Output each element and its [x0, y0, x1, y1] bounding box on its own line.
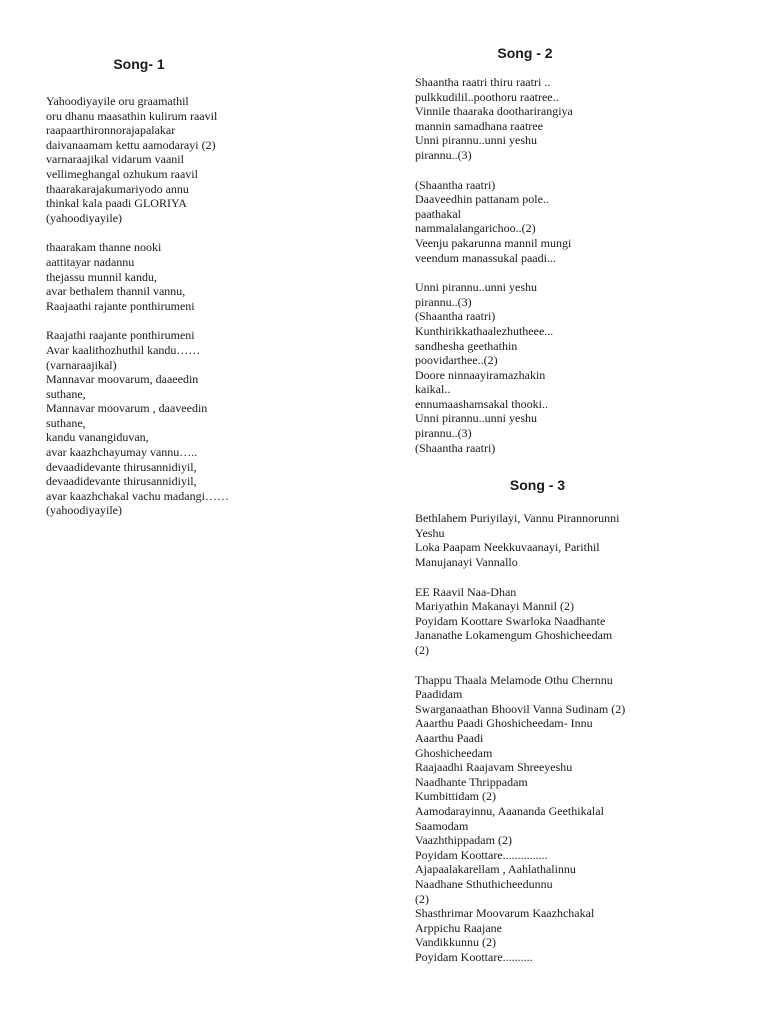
lyric-line: Unni pirannu..unni yeshu — [415, 411, 537, 426]
lyric-line: Avar kaalithozhuthil kandu…… — [46, 342, 201, 357]
lyric-line: Manujanayi Vannallo — [415, 555, 518, 570]
lyric-line: avar kaazhchayumay vannu….. — [46, 445, 198, 460]
stanza — [46, 328, 376, 518]
lyric-line: Aaarthu Paadi Ghoshicheedam- Innu — [415, 716, 593, 731]
lyric-line: Mariyathin Makanayi Mannil (2) — [415, 599, 574, 614]
song-3-body — [415, 511, 745, 964]
song-1-body — [46, 94, 376, 518]
lyric-line: pirannu..(3) — [415, 147, 472, 162]
lyric-line: Doore ninnaayiramazhakin — [415, 367, 546, 382]
lyric-line: devaadidevante thirusannidiyil, — [46, 459, 197, 474]
lyric-line: (Shaantha raatri) — [415, 177, 496, 192]
lyric-line: suthane, — [46, 415, 86, 430]
lyric-line: Vandikkunnu (2) — [415, 935, 496, 950]
lyric-line: varnaraajikal vidarum vaanil — [46, 152, 184, 167]
lyric-line: ennumaashamsakal thooki.. — [415, 396, 548, 411]
lyric-line: Poyidam Koottare Swarloka Naadhante — [415, 613, 606, 628]
lyric-line: veendum manassukal paadi... — [415, 250, 556, 265]
lyric-line: Mannavar moovarum, daaeedin — [46, 372, 199, 387]
lyric-line: devaadidevante thirusannidiyil, — [46, 474, 197, 489]
lyric-line: kandu vanangiduvan, — [46, 430, 149, 445]
stanza — [415, 673, 745, 965]
lyric-line: sandhesha geethathin — [415, 338, 518, 353]
lyric-line: Yahoodiyayile oru graamathil — [46, 94, 189, 108]
lyric-line: vellimeghangal ozhukum raavil — [46, 166, 198, 181]
stanza — [415, 75, 745, 163]
lyric-line: (yahoodiyayile) — [46, 210, 122, 225]
lyric-line: Jananathe Lokamengum Ghoshicheedam — [415, 628, 613, 643]
song-3-title: Song - 3 — [509, 477, 566, 494]
lyric-line: thaarakarajakumariyodo annu — [46, 181, 189, 196]
song-2-title: Song - 2 — [497, 45, 553, 61]
song-2-body — [415, 75, 745, 455]
song-1-title: Song- 1 — [113, 56, 165, 72]
lyric-line: Raajaadhi Raajavam Shreeyeshu — [415, 760, 573, 775]
lyric-line: thaarakam thanne nooki — [46, 240, 162, 255]
lyric-line: Thappu Thaala Melamode Othu Chernnu — [415, 672, 613, 687]
lyric-line: Bethlahem Puriyilayi, Vannu Pirannorunni — [415, 511, 620, 526]
lyric-line: Swarganaathan Bhoovil Vanna Sudinam (2) — [415, 701, 626, 716]
lyric-line: Raajathi raajante ponthirumeni — [46, 328, 195, 343]
stanza — [415, 511, 745, 569]
lyric-line: thinkal kala paadi GLORIYA — [46, 196, 187, 211]
song-1-column — [46, 56, 376, 533]
lyric-line: (2) — [415, 643, 429, 657]
lyric-line: suthane, — [46, 386, 86, 401]
lyric-line: kaikal.. — [415, 382, 451, 397]
lyric-line: Aaarthu Paadi — [415, 730, 484, 745]
lyric-line: poovidarthee..(2) — [415, 353, 498, 368]
lyric-line: pirannu..(3) — [415, 294, 472, 309]
lyric-line: Ghoshicheedam — [415, 745, 493, 760]
lyric-line: daivanaamam kettu aamodarayi (2) — [46, 137, 216, 152]
lyric-line: (Shaantha raatri) — [415, 309, 496, 324]
lyric-line: raapaarthironnorajapalakar — [46, 123, 176, 138]
lyric-line: Raajaathi rajante ponthirumeni — [46, 298, 195, 313]
lyric-line: Saamodam — [415, 818, 469, 833]
lyric-line: Ajapaalakarellam , Aahlathalinnu — [415, 862, 576, 877]
lyric-line: nammalalangarichoo..(2) — [415, 221, 536, 236]
lyric-line: Loka Paapam Neekkuvaanayi, Parithil — [415, 540, 600, 555]
lyric-line: Paadidam — [415, 687, 463, 702]
lyric-line: Kunthirikkathaalezhutheee... — [415, 323, 554, 338]
lyric-line: Naadhante Thrippadam — [415, 774, 528, 789]
lyric-line: Veenju pakarunna mannil mungi — [415, 235, 572, 250]
lyric-line: Mannavar moovarum , daaveedin — [46, 401, 208, 416]
lyric-line: Naadhane Sthuthicheedunnu — [415, 876, 553, 891]
lyric-line: paathakal — [415, 206, 461, 221]
lyric-line: Poyidam Koottare............... — [415, 847, 548, 862]
stanza — [415, 280, 745, 455]
lyric-line: Vaazhthippadam (2) — [415, 833, 512, 848]
lyric-line: pulkkudilil..poothoru raatree.. — [415, 89, 559, 104]
lyric-line: avar bethalem thannil vannu, — [46, 284, 186, 299]
stanza — [46, 240, 376, 313]
lyric-line: oru dhanu maasathin kulirum raavil — [46, 108, 218, 123]
lyric-line: Shasthrimar Moovarum Kaazhchakal — [415, 906, 595, 921]
lyric-line: (yahoodiyayile) — [46, 503, 122, 518]
lyric-line: Shaantha raatri thiru raatri .. — [415, 75, 551, 89]
lyric-line: (Shaantha raatri) — [415, 440, 496, 455]
stanza — [46, 94, 376, 225]
lyric-line: pirannu..(3) — [415, 426, 472, 441]
lyric-line: Poyidam Koottare.......... — [415, 949, 533, 964]
lyric-line: Daaveedhin pattanam pole.. — [415, 192, 549, 207]
lyric-line: (varnaraajikal) — [46, 357, 117, 372]
lyric-line: (2) — [415, 891, 429, 906]
stanza — [415, 178, 745, 266]
stanza — [415, 585, 745, 658]
lyric-line: Unni pirannu..unni yeshu — [415, 280, 537, 295]
lyric-line: thejassu munnil kandu, — [46, 269, 157, 284]
lyric-line: aattitayar nadannu — [46, 254, 135, 269]
lyric-line: EE Raavil Naa-Dhan — [415, 584, 517, 599]
lyric-line: mannin samadhana raatree — [415, 118, 543, 133]
lyric-line: avar kaazhchakal vachu madangi…… — [46, 488, 229, 503]
lyric-line: Kumbittidam (2) — [415, 789, 496, 804]
lyric-line: Unni pirannu..unni yeshu — [415, 133, 537, 148]
lyric-line: Arppichu Raajane — [415, 920, 502, 935]
right-column — [415, 45, 745, 979]
lyric-line: Aamodarayinnu, Aaananda Geethikalal — [415, 803, 604, 818]
lyric-line: Yeshu — [415, 525, 445, 540]
lyric-line: Vinnile thaaraka dootharirangiya — [415, 104, 573, 119]
